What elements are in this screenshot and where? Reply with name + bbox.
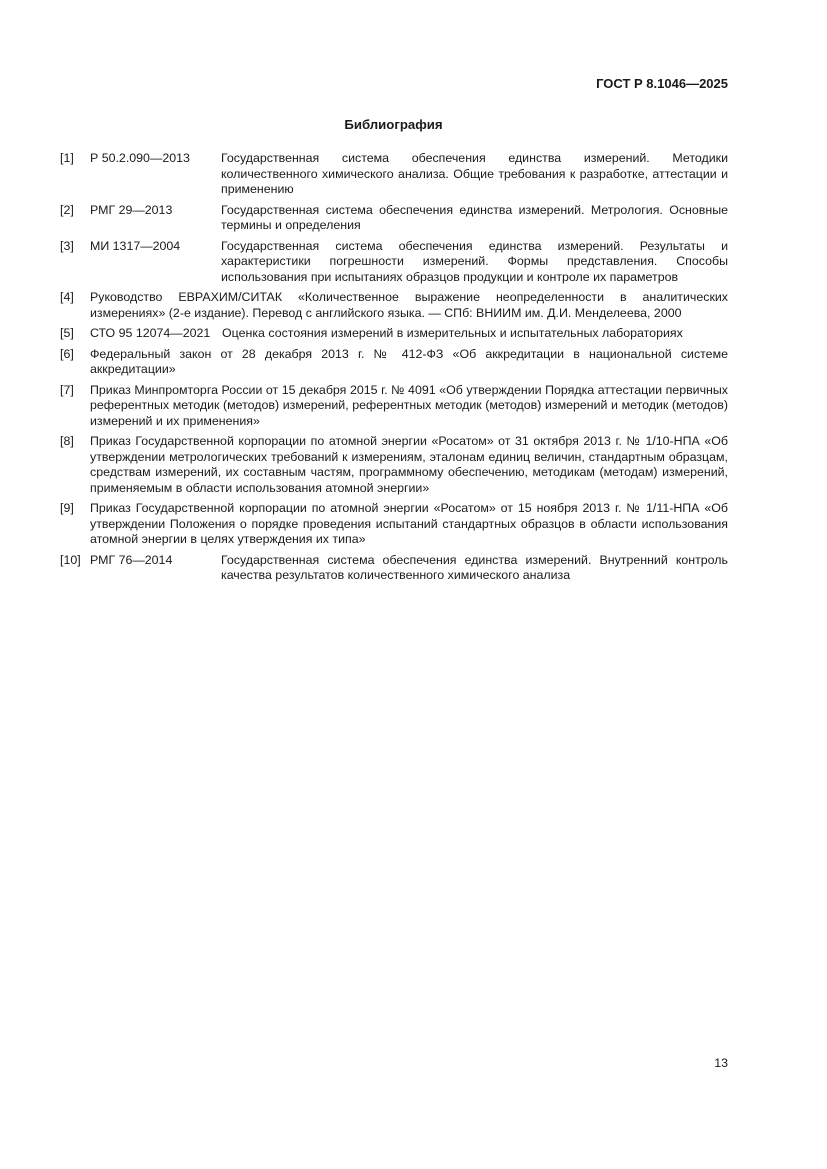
entry-number: [9] xyxy=(60,501,74,515)
entry-reference: РМГ 76—2014 xyxy=(90,552,173,567)
entry-number: [8] xyxy=(60,434,74,448)
bibliography-entry xyxy=(60,383,728,430)
entry-reference: Р 50.2.090—2013 xyxy=(90,151,190,165)
bibliography-entry xyxy=(60,553,728,584)
entry-full-text: Приказ Государственной корпорации по атомной энергии «Росатом» от 15 ноября 2013 г. № 1/11-НПА «Об утверждении Положения о порядке проведения испытаний стандартных образцов в области использования атомной энергии в целях утверждения их типа» xyxy=(90,501,728,546)
entry-description: Государственная система обеспечения единства измерений. Метрология. Основные термины и определения xyxy=(221,202,728,232)
entry-number: [10] xyxy=(60,552,81,567)
document-code: ГОСТ Р 8.1046—2025 xyxy=(596,76,728,91)
bibliography-list xyxy=(60,151,728,589)
entry-reference: МИ 1317—2004 xyxy=(90,238,181,253)
entry-full-text: Федеральный закон от 28 декабря 2013 г. № 412-ФЗ «Об аккредитации в национальной системе аккредитации» xyxy=(90,346,728,376)
bibliography-entry xyxy=(60,290,728,321)
entry-reference: РМГ 29—2013 xyxy=(90,202,173,217)
bibliography-entry xyxy=(60,151,728,198)
entry-reference: СТО 95 12074—2021 xyxy=(90,326,211,340)
bibliography-entry xyxy=(60,347,728,378)
entry-number: [3] xyxy=(60,238,74,253)
entry-description: Государственная система обеспечения единства измерений. Внутренний контроль качества результатов количественного химического анализа xyxy=(221,552,728,582)
entry-number: [2] xyxy=(60,202,74,217)
entry-full-text: Руководство ЕВРАХИМ/СИТАК «Количественное выражение неопределенности в аналитических измерениях» (2-е издание). Перевод с английского языка. — СПб: ВНИИМ им. Д.И. Менделеева, 2000 xyxy=(90,290,728,320)
entry-number: [5] xyxy=(60,326,74,340)
entry-description: Государственная система обеспечения единства измерений. Методики количественного химического анализа. Общие требования к разработке, аттестации и применению xyxy=(221,151,728,196)
entry-number: [6] xyxy=(60,346,74,361)
bibliography-entry xyxy=(60,501,728,548)
entry-number: [1] xyxy=(60,151,74,165)
entry-full-text: Приказ Государственной корпорации по атомной энергии «Росатом» от 31 октября 2013 г. № 1/10-НПА «Об утверждении метрологических требований к измерениям, эталонам единиц величин, стандартным образцам, средствам измерений, их составным частям, программному обеспечению, методикам (методам) измерений, применяемым в области использования атомной энергии» xyxy=(90,434,728,495)
bibliography-entry xyxy=(60,434,728,496)
entry-description: Оценка состояния измерений в измерительных и испытательных лабораториях xyxy=(222,326,683,340)
bibliography-entry xyxy=(60,203,728,234)
entry-number: [7] xyxy=(60,382,74,397)
entry-number: [4] xyxy=(60,290,74,304)
bibliography-entry xyxy=(60,326,728,342)
page-number: 13 xyxy=(714,1056,728,1070)
section-title: Библиография xyxy=(344,117,443,132)
entry-full-text: Приказ Минпромторга России от 15 декабря 2015 г. № 4091 «Об утверждении Порядка аттестации первичных референтных методик (методов) измерений, референтных методик (методов) измерений и методик (методов) измерений и их применения» xyxy=(90,382,728,428)
entry-description: Государственная система обеспечения единства измерений. Результаты и характеристики погрешности измерений. Формы представления. Способы использования при испытаниях образцов продукции и контроле их параметров xyxy=(221,238,728,284)
bibliography-entry xyxy=(60,239,728,286)
